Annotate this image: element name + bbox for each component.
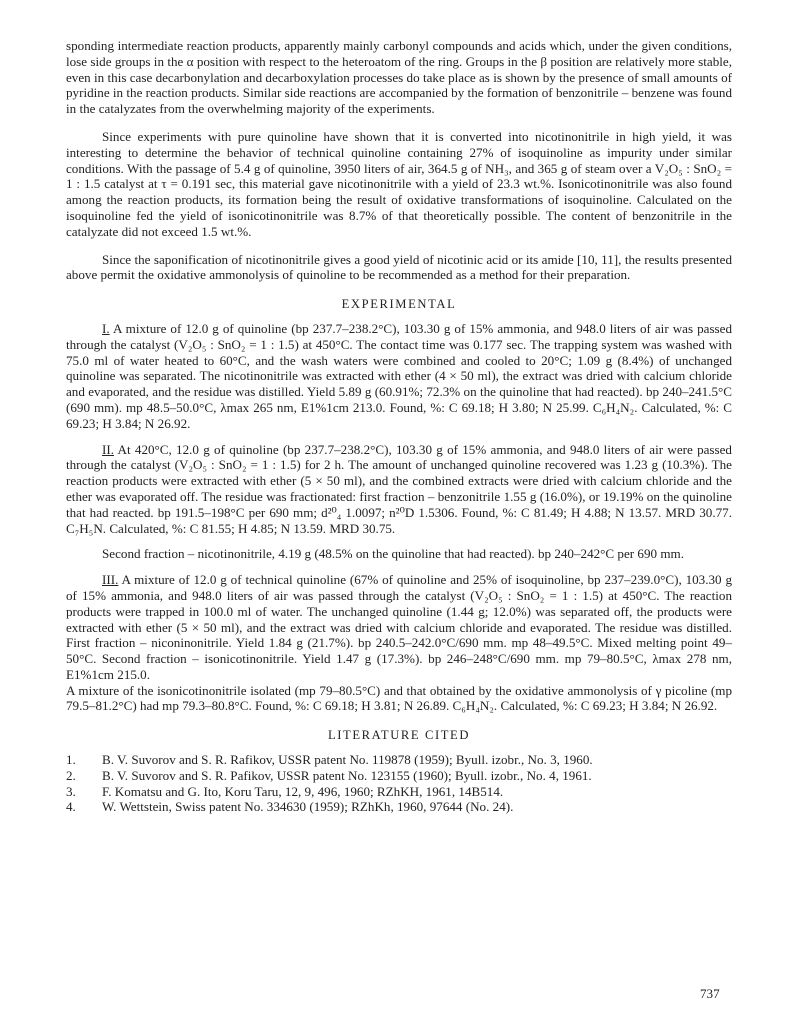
reference-text: W. Wettstein, Swiss patent No. 334630 (1959); RZhKh, 1960, 97644 (No. 24). xyxy=(102,799,514,815)
experiment-2-label: II. xyxy=(102,441,114,457)
technical-quinoline-paragraph: Since experiments with pure quinoline have shown that it is converted into nicotinonitrile in high yield, it was interesting to determine the behavior of technical quinoline containing 27% of isoquinoline as impurity under similar conditions. With the passage of 5.4 g of quinoline, 3950 liters of air, 364.5 g of NH₃, and 365 g of steam over a V₂O₅ : SnO₂ = 1 : 1.5 catalyst at τ = 0.191 sec, this material gave nicotinonitrile with a yield of 23.3 wt.%. Isonicotinonitrile was also found among the reaction products, its formation being the result of oxidative transformations of isoquinoline. Calculated on the isoquinoline fed the yield of isonicotinonitrile was 8.7% of that theoretically possible. The content of benzonitrile in the catalyzate did not exceed 1.5 wt.%. xyxy=(66,128,732,239)
reference-number: 1. xyxy=(66,752,76,768)
reference-number: 2. xyxy=(66,767,76,783)
saponification-paragraph: Since the saponification of nicotinonitrile gives a good yield of nicotinic acid or its amide [10, 11], the results presented above permit the oxidative ammonolysis of quinoline to be recommended as a method for their preparation. xyxy=(66,251,732,283)
experiment-1-paragraph xyxy=(66,321,732,432)
page-number: 737 xyxy=(700,986,720,1001)
reference-item xyxy=(66,784,732,800)
experiment-2-text: At 420°C, 12.0 g of quinoline (bp 237.7–238.2°C), 103.30 g of 15% ammonia, and 948.0 liters of air were passed through the catalyst (V₂O₅ : SnO₂ = 1 : 1.5) for 2 h. The amount of unchanged quinoline recovered was 1.23 g (10.3%). The reaction products were extracted with ether (5 × 50 ml), and the combined extracts were dried with calcium chloride and the ether was evaporated off. The residue was fractionated: first fraction – benzonitrile 1.55 g (16.0%), or 19.19% on the quinoline that had reacted. bp 191.5–198°C per 690 mm; d²⁰₄ 1.0097; n²⁰D 1.5306. Found, %: C 81.49; H 4.88; N 13.57. MRD 30.77. C₇H₅N. Calculated, %: C 81.55; H 4.85; N 13.59. MRD 30.75. xyxy=(66,441,732,536)
literature-heading: LITERATURE CITED xyxy=(327,728,471,743)
reference-text: F. Komatsu and G. Ito, Koru Taru, 12, 9, 496, 1960; RZhKH, 1961, 14B514. xyxy=(102,783,504,799)
intro-paragraph: sponding intermediate reaction products, apparently mainly carbonyl compounds and acids which, under the given conditions, lose side groups in the α position with respect to the heteroatom of the ring. Groups in the β position are relatively more stable, even in this case decarbonylation and decarboxylation processes do take place as is shown by the presence of small amounts of pyridine in the reaction products. Similar side reactions are accompanied by the formation of benzonitrile – benzene was found in the catalyzates from the overwhelming majority of the experiments. xyxy=(66,38,732,117)
experiment-2-paragraph xyxy=(66,442,732,537)
experiment-3-label: III. xyxy=(102,572,119,588)
reference-list xyxy=(66,752,732,815)
document-page xyxy=(66,38,732,815)
reference-number: 4. xyxy=(66,799,76,815)
experiment-3-text: A mixture of 12.0 g of technical quinoline (67% of quinoline and 25% of isoquinoline, bp 237–239.0°C), 103.30 g of 15% ammonia, and 948.0 liters of air was passed through the catalyst (V₂O₅ : SnO₂ = 1 : 1.5) at 450°C. The reaction products were trapped in 100.0 ml of water. The unchanged quinoline (1.44 g; 12.0%) was separated off, the products were extracted with ether (5 × 50 ml), and the extract was dried with calcium chloride and evaporated. The residue was distilled. First fraction – niconinonitrile. Yield 1.84 g (21.7%). bp 240.5–242.0°C/690 mm. mp 48–49.5°C. Mixed melting point 49–50°C. Second fraction – isonicotinonitrile. Yield 1.47 g (17.3%). bp 246–248°C/690 mm. mp 79–80.5°C, λmax 278 nm, E1%1cm 215.0. xyxy=(66,572,732,682)
experimental-heading: EXPERIMENTAL xyxy=(341,297,457,312)
experiment-3-mixture: A mixture of the isonicotinonitrile isolated (mp 79–80.5°C) and that obtained by the oxidative ammonolysis of γ picoline (mp 79.5–81.2°C) had mp 79.3–80.8°C. Found, %: C 69.18; H 3.81; N 26.89. C₆H₄N₂. Calculated, %: C 69.23; H 3.84; N 26.92. xyxy=(66,682,732,714)
reference-item xyxy=(66,768,732,784)
reference-item xyxy=(66,752,732,768)
experiment-1-text: A mixture of 12.0 g of quinoline (bp 237.7–238.2°C), 103.30 g of 15% ammonia, and 948.0 liters of air was passed through the catalyst (V₂O₅ : SnO₂ = 1 : 1.5) at 450°C. The contact time was 0.177 sec. The trapping system was washed with 75.0 ml of water heated to 60°C, and the wash waters were combined and cooled to 20°C; 1.09 g (8.4%) of unchanged quinoline was separated. The nicotinonitrile was extracted with ether (4 × 50 ml), the extract was dried with calcium chloride and evaporated, and the residue was distilled. Yield 5.89 g (60.91%; 72.3% on the quinoline that had reacted). bp 240–241.5°C (690 mm). mp 48.5–50.0°C, λmax 265 nm, E1%1cm 213.0. Found, %: C 69.18; H 3.80; N 25.99. C₆H₄N₂. Calculated, %: C 69.23; H 3.84; N 26.92. xyxy=(66,320,732,431)
reference-number: 3. xyxy=(66,783,76,799)
reference-item xyxy=(66,799,732,815)
reference-text: B. V. Suvorov and S. R. Pafikov, USSR patent No. 123155 (1960); Byull. izobr., No. 4, 1961. xyxy=(102,767,592,783)
reference-text: B. V. Suvorov and S. R. Rafikov, USSR patent No. 119878 (1959); Byull. izobr., No. 3, 1960. xyxy=(102,752,593,768)
experiment-3-paragraph xyxy=(66,572,732,683)
experiment-1-label: I. xyxy=(102,320,110,336)
experiment-2-second-fraction: Second fraction – nicotinonitrile, 4.19 g (48.5% on the quinoline that had reacted). bp 240–242°C per 690 mm. xyxy=(102,546,684,562)
